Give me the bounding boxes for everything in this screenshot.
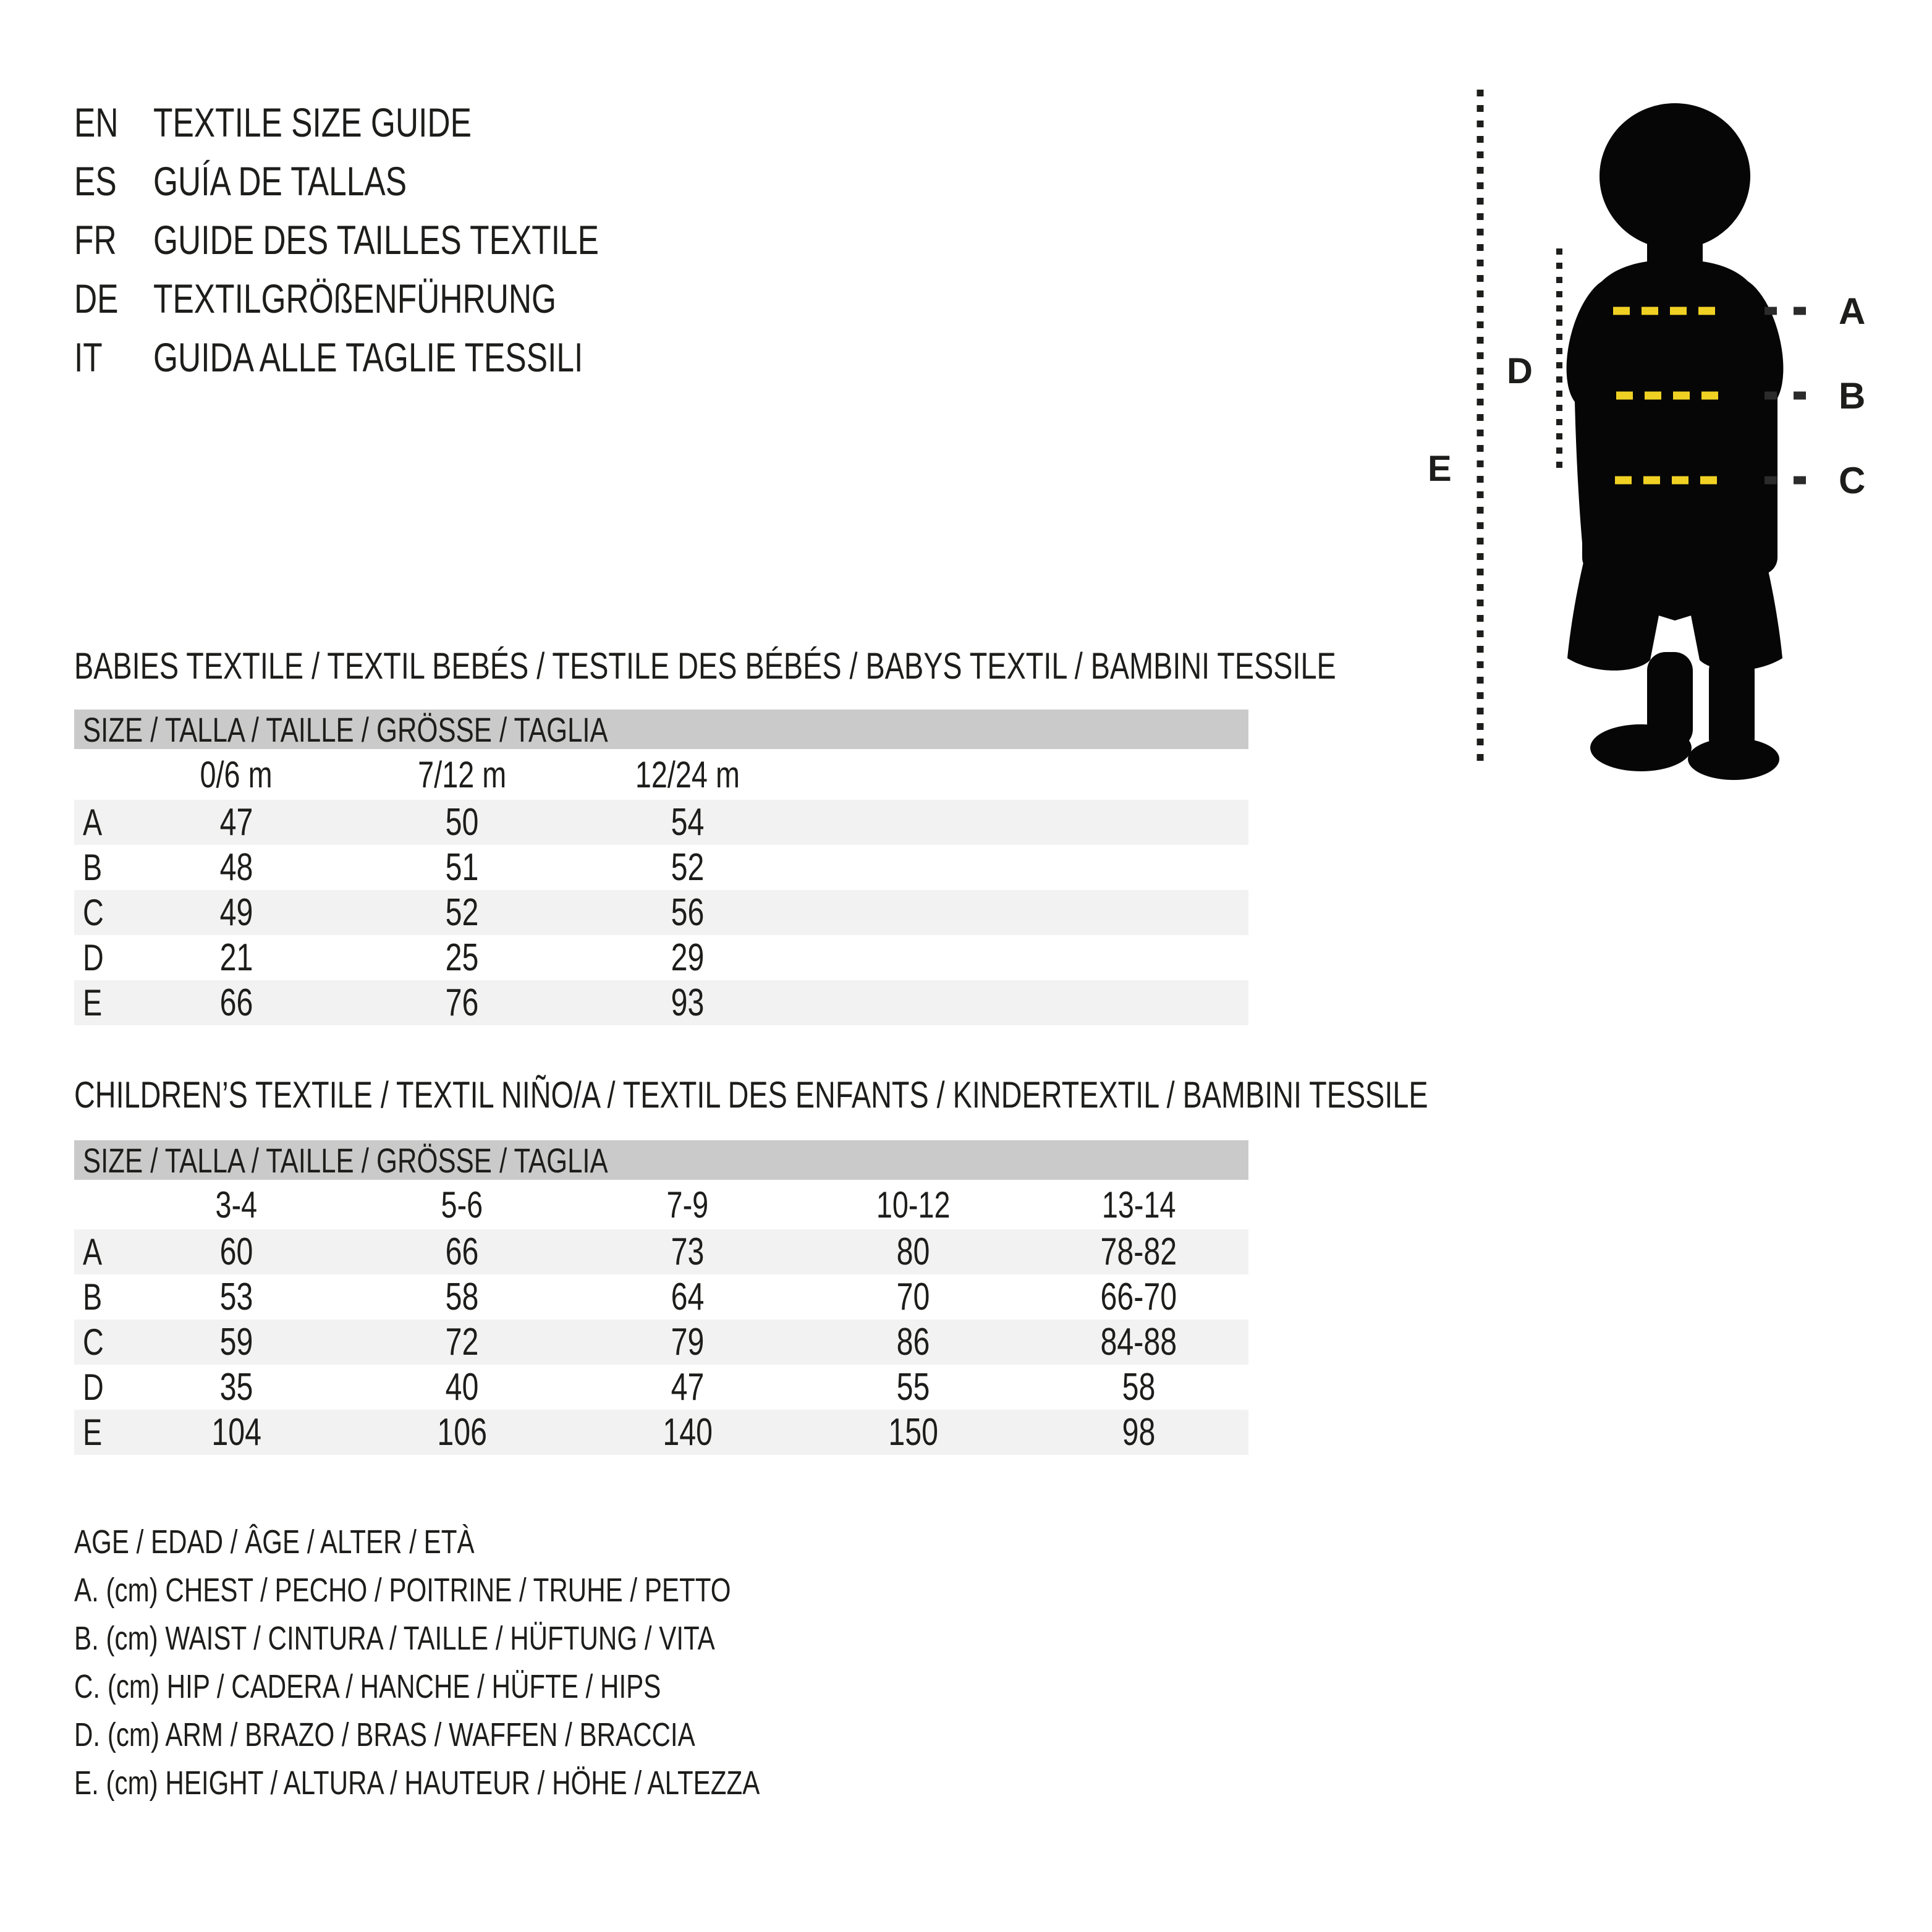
label-b: B (1839, 375, 1866, 417)
row-label: D (83, 1366, 104, 1408)
lang-row-en (74, 93, 724, 151)
lang-code-fr: FR (74, 216, 117, 263)
table-row: C 59 72 79 86 84-88 (74, 1320, 1248, 1365)
children-col-2: 7-9 (666, 1184, 709, 1226)
row-label: E (83, 1412, 103, 1453)
children-size-table (74, 1140, 1248, 1455)
row-label: E (83, 982, 103, 1023)
legend-arm: D. (cm) ARM / BRAZO / BRAS / WAFFEN / BRACCIA (74, 1716, 695, 1753)
lang-title-en: TEXTILE SIZE GUIDE (153, 99, 472, 145)
babies-col-1: 7/12 m (417, 753, 507, 795)
table-row: B 48 51 52 (83, 846, 705, 889)
lang-code-de: DE (74, 275, 119, 321)
lang-code-en: EN (74, 99, 119, 145)
row-label: B (83, 847, 103, 888)
babies-table-header-bar: SIZE / TALLA / TAILLE / GRÖSSE / TAGLIA (74, 710, 1248, 749)
children-col-0: 3-4 (215, 1184, 258, 1226)
row-label: A (83, 802, 103, 843)
row-label: B (83, 1276, 103, 1318)
lang-title-es: GUÍA DE TALLAS (153, 158, 407, 204)
language-title-list (74, 93, 724, 386)
children-col-1: 5-6 (441, 1184, 483, 1226)
row-label: D (83, 937, 104, 978)
lang-title-de: TEXTILGRÖßENFÜHRUNG (153, 275, 557, 321)
table-row: A 47 50 54 (74, 800, 1248, 845)
table-row: A 60 66 73 80 78-82 (74, 1229, 1248, 1274)
children-col-3: 10-12 (876, 1184, 951, 1226)
lang-title-fr: GUIDE DES TAILLES TEXTILE (153, 216, 599, 263)
legend-waist: B. (cm) WAIST / CINTURA / TAILLE / HÜFTUNG / VITA (74, 1620, 715, 1657)
row-label: C (83, 892, 104, 933)
lang-row-fr (74, 210, 724, 269)
table-row: E 104 106 140 150 98 (74, 1410, 1248, 1455)
children-section-title: CHILDREN’S TEXTILE / TEXTIL NIÑO/A / TEXTIL DES ENFANTS / KINDERTEXTIL / BAMBINI TESSILE (74, 1074, 1428, 1116)
babies-column-headers (74, 749, 1248, 800)
lang-code-es: ES (74, 158, 117, 204)
lang-code-it: IT (74, 334, 103, 380)
children-column-headers (74, 1180, 1248, 1229)
legend-height: E. (cm) HEIGHT / ALTURA / HAUTEUR / HÖHE / ALTEZZA (74, 1765, 760, 1802)
table-row: D 35 40 47 55 58 (83, 1366, 1156, 1409)
table-row: C 49 52 56 (74, 890, 1248, 935)
lang-row-it (74, 328, 724, 386)
label-a: A (1839, 290, 1866, 332)
label-d: D (1507, 351, 1533, 391)
lang-title-it: GUIDA ALLE TAGLIE TESSILI (153, 334, 583, 380)
babies-col-2: 12/24 m (635, 753, 740, 795)
lang-row-es (74, 151, 724, 210)
babies-size-table (74, 710, 1248, 1025)
legend-chest: A. (cm) CHEST / PECHO / POITRINE / TRUHE / PETTO (74, 1572, 731, 1609)
legend-age: AGE / EDAD / ÂGE / ALTER / ETÀ (74, 1523, 475, 1561)
label-c: C (1839, 460, 1866, 501)
lang-row-de (74, 269, 724, 328)
row-label: C (83, 1321, 104, 1363)
table-row: E 66 76 93 (74, 980, 1248, 1025)
row-label: A (83, 1231, 103, 1273)
babies-section-title: BABIES TEXTILE / TEXTIL BEBÉS / TESTILE DES BÉBÉS / BABYS TEXTIL / BAMBINI TESSILE (74, 645, 1336, 687)
table-row: B 53 58 64 70 66-70 (83, 1276, 1177, 1318)
table-row: D 21 25 29 (83, 936, 705, 979)
children-table-header-bar: SIZE / TALLA / TAILLE / GRÖSSE / TAGLIA (74, 1140, 1248, 1180)
babies-col-0: 0/6 m (200, 753, 273, 795)
legend-hip: C. (cm) HIP / CADERA / HANCHE / HÜFTE / HIPS (74, 1668, 661, 1705)
label-e: E (1428, 449, 1452, 489)
measurement-legend (74, 1518, 953, 1807)
children-col-4: 13-14 (1101, 1184, 1176, 1226)
